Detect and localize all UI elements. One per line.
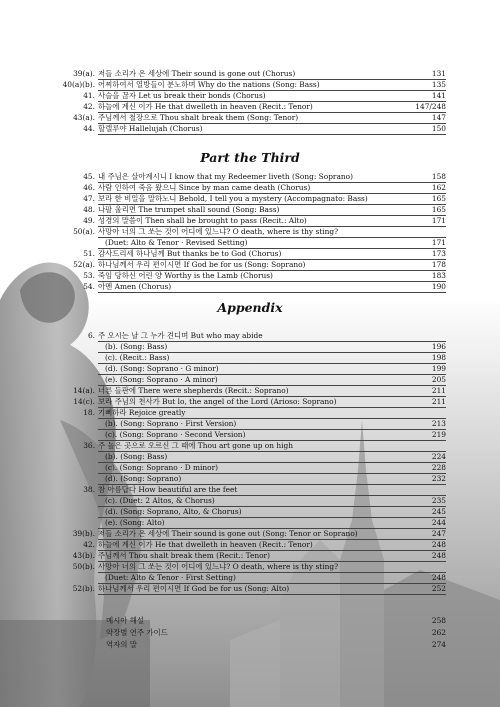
entry-number: 44. bbox=[83, 124, 95, 133]
entry-title: 악장별 연주 가이드 bbox=[106, 628, 168, 637]
entry-title: 주님께서 철장으로 Thou shalt break them (Song: Tenor) bbox=[98, 113, 299, 122]
entry-number: 54. bbox=[83, 282, 95, 291]
entry-page: 245 bbox=[431, 507, 446, 516]
entry-title: 하나님께서 우리 편이시면 If God be for us (Song: Soprano) bbox=[98, 260, 306, 269]
entry-title: (b). (Song: Bass) bbox=[105, 342, 168, 351]
entry-page: 232 bbox=[431, 474, 446, 483]
entry-title: 성경의 말씀이 Then shall be brought to pass (Recit.: Alto) bbox=[98, 216, 307, 225]
toc-entry[interactable] bbox=[0, 396, 500, 407]
entry-title: 사망아 너의 그 쏘는 것이 어디에 있느냐? O death, where is thy sting? bbox=[98, 562, 339, 571]
entry-number: 43(b). bbox=[72, 551, 95, 560]
entry-title: (d). (Song: Soprano) bbox=[105, 474, 182, 483]
entry-page: 211 bbox=[431, 386, 446, 395]
entry-number: 18. bbox=[83, 408, 95, 417]
entry-page: 190 bbox=[431, 282, 446, 291]
entry-page: 198 bbox=[431, 353, 446, 362]
entry-page: 205 bbox=[431, 375, 446, 384]
toc-entry[interactable] bbox=[0, 123, 500, 134]
entry-number: 50(b). bbox=[72, 562, 95, 571]
toc-entry[interactable] bbox=[0, 363, 500, 374]
entry-page: 173 bbox=[431, 249, 446, 258]
entry-number: 45. bbox=[83, 172, 95, 181]
entry-title: 하나님께서 우리 편이시면 If God be for us (Song: Alto) bbox=[98, 584, 290, 593]
toc-extra-entry[interactable] bbox=[0, 639, 500, 651]
toc-entry[interactable] bbox=[0, 495, 500, 506]
entry-page: 258 bbox=[431, 616, 446, 625]
toc-entry[interactable] bbox=[0, 462, 500, 473]
entry-page: 183 bbox=[431, 271, 446, 280]
entry-page: 196 bbox=[431, 342, 446, 351]
entry-title: (Duet: Alto & Tenor · First Setting) bbox=[105, 573, 236, 582]
entry-number: 51. bbox=[83, 249, 95, 258]
toc-entry[interactable] bbox=[0, 226, 500, 237]
entry-page: 224 bbox=[431, 452, 446, 461]
entry-title: 죽임 당하신 어린 양 Worthy is the Lamb (Chorus) bbox=[98, 271, 273, 280]
entry-number: 38. bbox=[83, 485, 95, 494]
toc-entry[interactable] bbox=[0, 440, 500, 451]
entry-title: 하늘에 계신 이가 He that dwelleth in heaven (Recit.: Tenor) bbox=[98, 102, 313, 111]
toc-entry[interactable] bbox=[0, 451, 500, 462]
entry-page: 244 bbox=[431, 518, 446, 527]
entry-page: 165 bbox=[431, 194, 446, 203]
toc-entry[interactable] bbox=[0, 550, 500, 561]
row-divider bbox=[98, 134, 446, 135]
entry-title: 할렐루야 Hallelujah (Chorus) bbox=[98, 124, 203, 133]
toc-entry[interactable] bbox=[0, 561, 500, 572]
entry-title: 보라 주님의 천사가 But lo, the angel of the Lord (Arioso: Soprano) bbox=[98, 397, 337, 406]
toc-extra-entry[interactable] bbox=[0, 615, 500, 627]
entry-number: 39(b). bbox=[72, 529, 95, 538]
entry-title: (e). (Song: Soprano · A minor) bbox=[105, 375, 218, 384]
entry-number: 43(a). bbox=[73, 113, 95, 122]
entry-page: 178 bbox=[431, 260, 446, 269]
entry-title: (d). (Song: Soprano, Alto, & Chorus) bbox=[105, 507, 242, 516]
entry-page: 135 bbox=[431, 80, 446, 89]
entry-number: 46. bbox=[83, 183, 95, 192]
entry-title: 저들 소리가 온 세상에 Their sound is gone out (Chorus) bbox=[98, 69, 296, 78]
entry-page: 248 bbox=[431, 540, 446, 549]
entry-page: 247 bbox=[431, 529, 446, 538]
entry-title: 감사드리세 하나님께 But thanks be to God (Chorus) bbox=[98, 249, 282, 258]
toc-entry[interactable] bbox=[0, 248, 500, 259]
entry-number: 36. bbox=[83, 441, 95, 450]
entry-number: 41. bbox=[83, 91, 95, 100]
entry-title: 보라 한 비밀을 말하노니 Behold, I tell you a mystery (Accompagnato: Bass) bbox=[98, 194, 368, 203]
entry-title: (b). (Song: Bass) bbox=[105, 452, 168, 461]
entry-page: 219 bbox=[431, 430, 446, 439]
toc-entry[interactable] bbox=[0, 259, 500, 270]
toc-entry[interactable] bbox=[0, 418, 500, 429]
entry-page: 262 bbox=[431, 628, 446, 637]
entry-title: 기뻐하라 Rejoice greatly bbox=[98, 408, 186, 417]
entry-number: 14(a). bbox=[73, 386, 95, 395]
entry-page: 162 bbox=[431, 183, 446, 192]
entry-page: 274 bbox=[431, 640, 446, 649]
entry-page: 171 bbox=[431, 238, 446, 247]
toc-entry[interactable] bbox=[0, 79, 500, 90]
toc-entry[interactable] bbox=[0, 583, 500, 594]
toc-entry[interactable] bbox=[0, 429, 500, 440]
entry-number: 14(c). bbox=[73, 397, 95, 406]
entry-page: 248 bbox=[431, 573, 446, 582]
toc-entry[interactable] bbox=[0, 68, 500, 79]
entry-title: 참 아름답다 How beautiful are the feet bbox=[98, 485, 238, 494]
entry-title: 역자의 말 bbox=[106, 640, 137, 649]
toc-entry[interactable] bbox=[0, 101, 500, 112]
row-divider bbox=[98, 594, 446, 595]
entry-title: (c). (Duet: 2 Altos, & Chorus) bbox=[105, 496, 215, 505]
entry-page: 248 bbox=[431, 551, 446, 560]
entry-page: 158 bbox=[431, 172, 446, 181]
entry-page: 150 bbox=[431, 124, 446, 133]
entry-title: (b). (Song: Soprano · First Version) bbox=[105, 419, 237, 428]
entry-title: 주 오시는 날 그 누가 견디며 But who may abide bbox=[98, 331, 263, 340]
toc-entry[interactable] bbox=[0, 270, 500, 281]
entry-title: 내 주님은 살아계시니 I know that my Redeemer liveth (Song: Soprano) bbox=[98, 172, 353, 181]
entry-number: 39(a). bbox=[73, 69, 95, 78]
entry-page: 211 bbox=[431, 397, 446, 406]
toc-entry[interactable] bbox=[0, 528, 500, 539]
entry-number: 48. bbox=[83, 205, 95, 214]
entry-number: 53. bbox=[83, 271, 95, 280]
entry-title: (c). (Song: Soprano · D minor) bbox=[105, 463, 219, 472]
toc-entry[interactable] bbox=[0, 90, 500, 101]
toc-extra-entry[interactable] bbox=[0, 627, 500, 639]
row-divider bbox=[98, 292, 446, 293]
toc-entry[interactable] bbox=[0, 330, 500, 341]
section-heading: Appendix bbox=[217, 300, 283, 315]
toc-entry[interactable] bbox=[0, 215, 500, 226]
entry-page: 147 bbox=[431, 113, 446, 122]
entry-number: 6. bbox=[87, 331, 95, 340]
entry-page: 199 bbox=[431, 364, 446, 373]
toc-entry[interactable] bbox=[0, 182, 500, 193]
entry-title: 저들 소리가 온 세상에 Their sound is gone out (Song: Tenor or Soprano) bbox=[98, 529, 358, 538]
toc-entry[interactable] bbox=[0, 517, 500, 528]
entry-title: 하늘에 계신 이가 He that dwelleth in heaven (Recit.: Tenor) bbox=[98, 540, 313, 549]
toc-entry[interactable] bbox=[0, 572, 500, 583]
entry-title: 사망아 너의 그 쏘는 것이 어디에 있느냐? O death, where is thy sting? bbox=[98, 227, 339, 236]
toc-entry[interactable] bbox=[0, 193, 500, 204]
entry-number: 50(a). bbox=[73, 227, 95, 236]
toc-entry[interactable] bbox=[0, 374, 500, 385]
entry-page: 171 bbox=[431, 216, 446, 225]
toc-entry[interactable] bbox=[0, 341, 500, 352]
entry-page: 147/248 bbox=[415, 102, 446, 111]
toc-entry[interactable] bbox=[0, 204, 500, 215]
toc-entry[interactable] bbox=[0, 171, 500, 182]
entry-page: 228 bbox=[431, 463, 446, 472]
entry-title: 너른 들판에 There were shepherds (Recit.: Soprano) bbox=[98, 386, 289, 395]
entry-title: 사람 인하여 죽음 왔으니 Since by man came death (Chorus) bbox=[98, 183, 311, 192]
entry-number: 52(a). bbox=[73, 260, 95, 269]
toc-entry[interactable] bbox=[0, 237, 500, 248]
entry-title: (c). (Song: Soprano · Second Version) bbox=[105, 430, 246, 439]
entry-title: 사슬을 끊자 Let us break their bonds (Chorus) bbox=[98, 91, 266, 100]
entry-page: 141 bbox=[431, 91, 446, 100]
entry-number: 49. bbox=[83, 216, 95, 225]
entry-title: 어찌하여서 열방들이 분노하며 Why do the nations (Song: Bass) bbox=[98, 80, 320, 89]
toc-entry[interactable] bbox=[0, 506, 500, 517]
entry-page: 165 bbox=[431, 205, 446, 214]
entry-title: 주 높은 곳으로 오르신 그 때에 Thou art gone up on high bbox=[98, 441, 293, 450]
entry-number: 42. bbox=[83, 540, 95, 549]
toc-entry[interactable] bbox=[0, 484, 500, 495]
entry-number: 42. bbox=[83, 102, 95, 111]
entry-page: 131 bbox=[431, 69, 446, 78]
entry-page: 235 bbox=[431, 496, 446, 505]
entry-number: 52(b). bbox=[72, 584, 95, 593]
toc-entry[interactable] bbox=[0, 112, 500, 123]
entry-title: (e). (Song: Alto) bbox=[105, 518, 165, 527]
toc-entry[interactable] bbox=[0, 473, 500, 484]
entry-title: 아멘 Amen (Chorus) bbox=[98, 282, 172, 291]
toc-entry[interactable] bbox=[0, 281, 500, 292]
entry-title: (d). (Song: Soprano · G minor) bbox=[105, 364, 219, 373]
entry-title: 나팔 울리면 The trumpet shall sound (Song: Bass) bbox=[98, 205, 280, 214]
entry-number: 40(a)(b). bbox=[62, 80, 95, 89]
entry-title: 주님께서 Thou shalt break them (Recit.: Tenor) bbox=[98, 551, 270, 560]
toc-entry[interactable] bbox=[0, 352, 500, 363]
entry-title: 메시아 해설 bbox=[106, 616, 145, 625]
entry-title: (Duet: Alto & Tenor · Revised Setting) bbox=[105, 238, 248, 247]
toc-entry[interactable] bbox=[0, 539, 500, 550]
entry-page: 213 bbox=[431, 419, 446, 428]
toc-entry[interactable] bbox=[0, 407, 500, 418]
section-heading: Part the Third bbox=[200, 150, 300, 165]
entry-number: 47. bbox=[83, 194, 95, 203]
entry-page: 252 bbox=[431, 584, 446, 593]
entry-title: (c). (Recit.: Bass) bbox=[105, 353, 170, 362]
toc-entry[interactable] bbox=[0, 385, 500, 396]
